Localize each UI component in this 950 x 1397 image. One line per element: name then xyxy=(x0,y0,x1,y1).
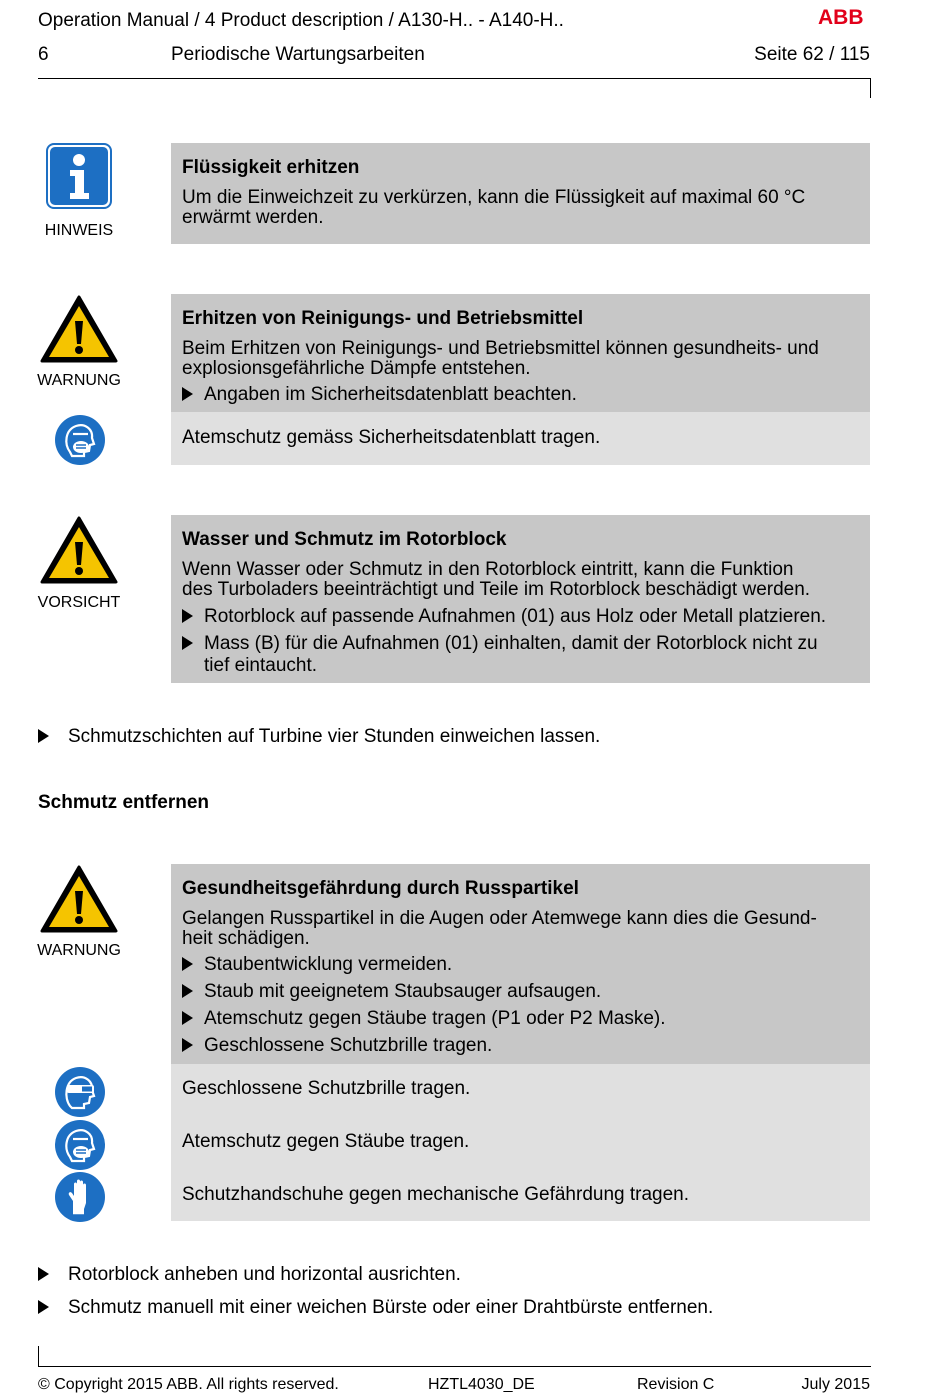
ppe-text: Atemschutz gemäss Sicherheitsdatenblatt tragen. xyxy=(182,427,601,448)
warning-action-text: Angaben im Sicherheitsdatenblatt beachten. xyxy=(204,384,577,405)
warning-text-line1: Beim Erhitzen von Reinigungs- und Betriebsmittel können gesundheits- und xyxy=(182,338,819,359)
caution-action-2-text: Mass (B) für die Aufnahmen (01) einhalten, damit der Rotorblock nicht zu xyxy=(204,633,818,654)
warning-box xyxy=(171,864,870,1064)
signal-word-warnung: WARNUNG xyxy=(37,942,121,959)
caution-triangle-icon xyxy=(39,515,119,585)
warning-action-2-text: Staub mit geeignetem Staubsauger aufsaugen. xyxy=(204,981,602,1002)
bullet-triangle-icon xyxy=(182,1038,193,1052)
signal-word-hinweis: HINWEIS xyxy=(44,222,114,239)
bullet-triangle-icon xyxy=(38,729,49,743)
protective-gloves-icon xyxy=(54,1171,106,1223)
revision: Revision C xyxy=(637,1376,715,1393)
footer-rule-tick xyxy=(38,1346,39,1366)
notice-box xyxy=(171,143,870,244)
caution-action-1 xyxy=(182,606,826,628)
step-lift xyxy=(38,1264,461,1286)
ppe-box xyxy=(171,1064,870,1221)
warning-action-4-text: Geschlossene Schutzbrille tragen. xyxy=(204,1035,493,1056)
caution-text-line2: des Turboladers beeinträchtigt und Teile im Rotorblock beschädigt werden. xyxy=(182,579,811,600)
respirator-icon xyxy=(54,1119,106,1171)
warning-triangle-icon xyxy=(39,294,119,364)
respirator-icon xyxy=(54,414,106,466)
warning-triangle-icon xyxy=(39,864,119,934)
bullet-triangle-icon xyxy=(182,387,193,401)
ppe-text-gloves: Schutzhandschuhe gegen mechanische Gefährdung tragen. xyxy=(182,1184,690,1205)
bullet-triangle-icon xyxy=(182,609,193,623)
step-brush xyxy=(38,1297,713,1319)
warning-action-3 xyxy=(182,1008,666,1030)
warning-action-2 xyxy=(182,981,601,1003)
notice-text-line1: Um die Einweichzeit zu verkürzen, kann die Flüssigkeit auf maximal 60 °C xyxy=(182,187,806,208)
signal-word-vorsicht: VORSICHT xyxy=(37,594,121,611)
document-id: HZTL4030_DE xyxy=(428,1376,535,1393)
caution-action-1-text: Rotorblock auf passende Aufnahmen (01) aus Holz oder Metall platzieren. xyxy=(204,606,827,627)
warning-action-3-text: Atemschutz gegen Stäube tragen (P1 oder P2 Maske). xyxy=(204,1008,666,1029)
signal-word-warnung: WARNUNG xyxy=(37,372,121,389)
warning-text-line1: Gelangen Russpartikel in die Augen oder Atemwege kann dies die Gesund- xyxy=(182,908,817,929)
warning-action-1 xyxy=(182,954,452,976)
caution-action-2 xyxy=(182,633,818,655)
caution-title: Wasser und Schmutz im Rotorblock xyxy=(182,529,507,550)
step-soak-text: Schmutzschichten auf Turbine vier Stunden einweichen lassen. xyxy=(68,726,601,747)
bullet-triangle-icon xyxy=(182,957,193,971)
subheading: Schmutz entfernen xyxy=(38,792,210,813)
warning-box xyxy=(171,294,870,412)
ppe-text-respirator: Atemschutz gegen Stäube tragen. xyxy=(182,1131,470,1152)
page-number: Seite 62 / 115 xyxy=(754,44,870,65)
bullet-triangle-icon xyxy=(38,1300,49,1314)
bullet-triangle-icon xyxy=(182,984,193,998)
section-title: Periodische Wartungsarbeiten xyxy=(171,44,425,65)
step-lift-text: Rotorblock anheben und horizontal ausrichten. xyxy=(68,1264,461,1285)
header-rule-tick xyxy=(870,78,871,98)
step-soak xyxy=(38,726,600,748)
warning-text-line2: heit schädigen. xyxy=(182,928,310,949)
warning-text-line2: explosionsgefährliche Dämpfe entstehen. xyxy=(182,358,531,379)
caution-text-line1: Wenn Wasser oder Schmutz in den Rotorblock eintritt, kann die Funktion xyxy=(182,559,794,580)
ppe-text-goggles: Geschlossene Schutzbrille tragen. xyxy=(182,1078,471,1099)
warning-action-1-text: Staubentwicklung vermeiden. xyxy=(204,954,453,975)
warning-action-4 xyxy=(182,1035,492,1057)
ppe-box xyxy=(171,412,870,465)
info-icon xyxy=(46,143,112,209)
release-date: July 2015 xyxy=(801,1376,870,1393)
warning-title: Erhitzen von Reinigungs- und Betriebsmittel xyxy=(182,308,584,329)
safety-goggles-icon xyxy=(54,1066,106,1118)
notice-text-line2: erwärmt werden. xyxy=(182,207,324,228)
section-number: 6 xyxy=(38,44,49,65)
warning-title: Gesundheitsgefährdung durch Russpartikel xyxy=(182,878,579,899)
abb-logo: ABB xyxy=(818,6,864,29)
step-brush-text: Schmutz manuell mit einer weichen Bürste oder einer Drahtbürste entfernen. xyxy=(68,1297,714,1318)
caution-action-2-cont: tief eintaucht. xyxy=(204,655,318,676)
footer-rule xyxy=(38,1366,871,1367)
caution-box xyxy=(171,515,870,683)
breadcrumb: Operation Manual / 4 Product description / A130-H.. - A140-H.. xyxy=(38,10,564,31)
warning-action xyxy=(182,384,577,406)
notice-title: Flüssigkeit erhitzen xyxy=(182,157,360,178)
bullet-triangle-icon xyxy=(182,636,193,650)
copyright: © Copyright 2015 ABB. All rights reserved. xyxy=(38,1376,339,1393)
bullet-triangle-icon xyxy=(182,1011,193,1025)
bullet-triangle-icon xyxy=(38,1267,49,1281)
header-rule xyxy=(38,78,871,79)
